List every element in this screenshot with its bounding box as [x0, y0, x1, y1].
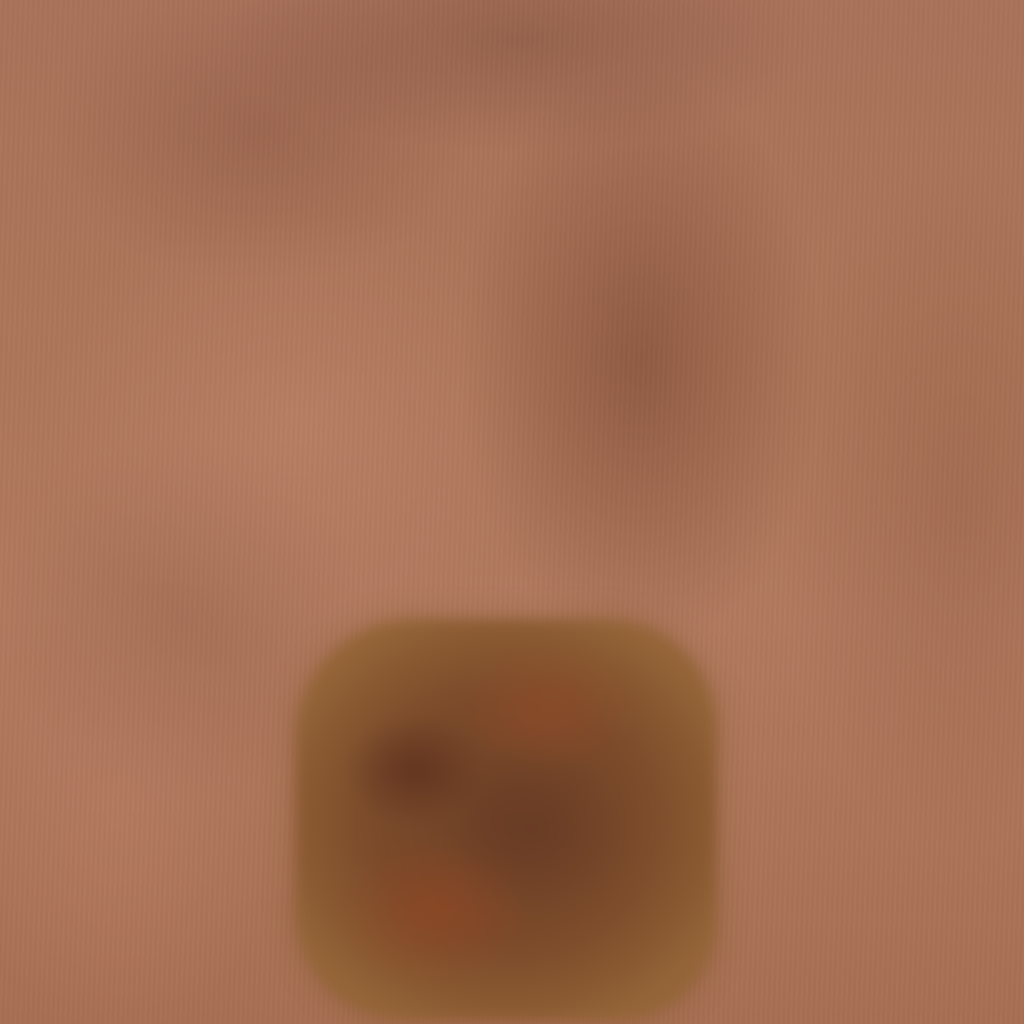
pigmented-lesion — [296, 620, 716, 1020]
